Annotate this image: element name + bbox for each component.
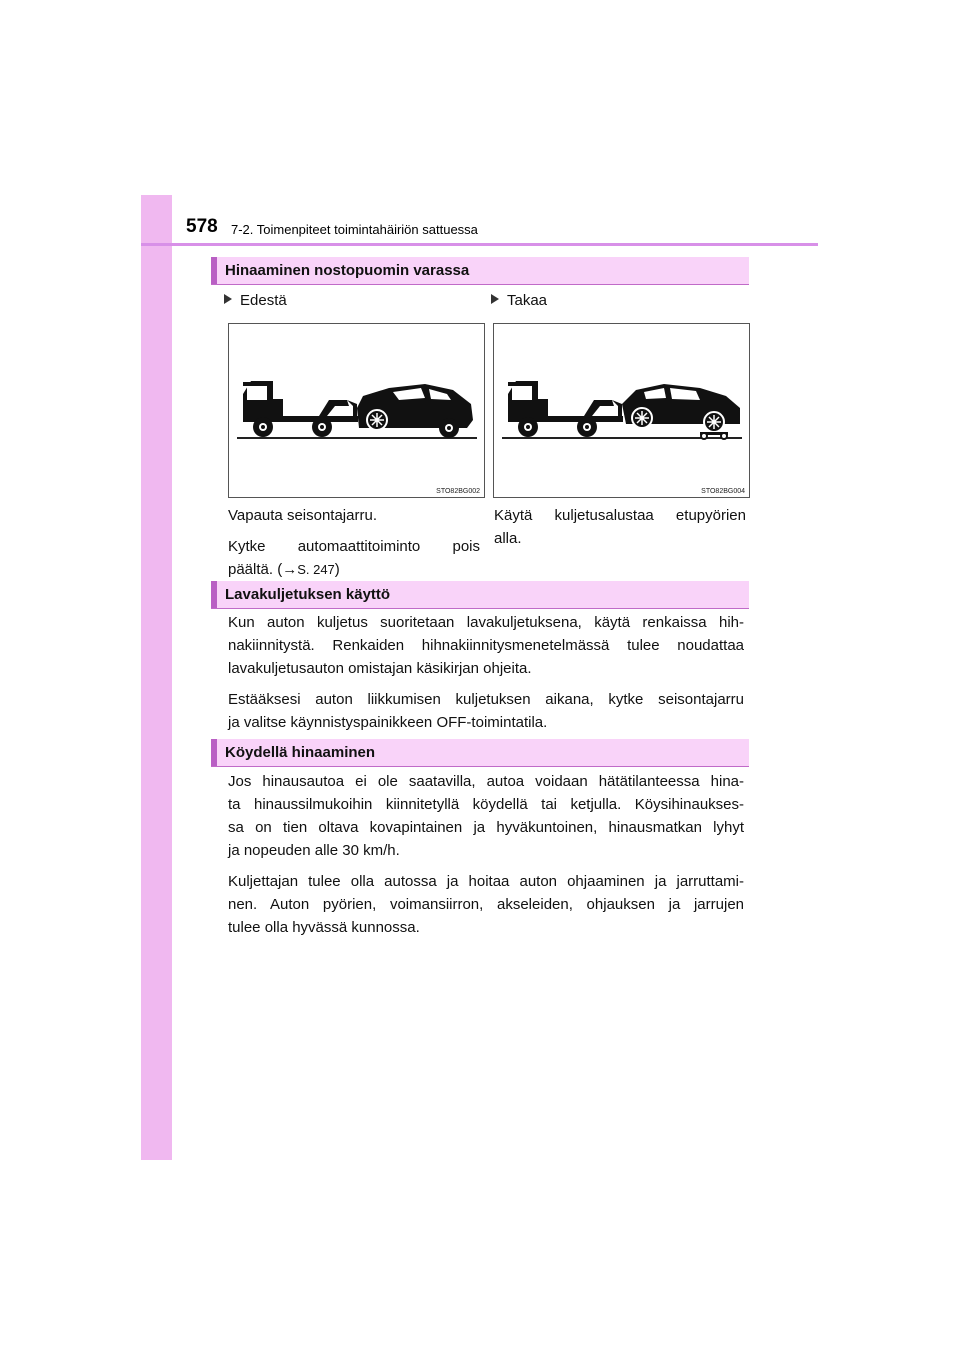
ref-arrow-icon: → <box>282 561 298 578</box>
subheading-rear <box>491 292 547 309</box>
section-accent <box>211 739 217 766</box>
side-color-strip <box>141 195 172 1160</box>
text-line: lavakuljetusauton omistajan käsikirjan ohjeita. <box>228 660 532 677</box>
text-line: Kuljettajan tulee olla autossa ja hoitaa auton ohjaaminen ja jarruttami- <box>228 873 744 890</box>
caption-rear-line1b: alla. <box>494 530 522 547</box>
triangle-bullet-icon <box>491 294 499 304</box>
section-heading-rope <box>211 739 749 767</box>
caption-rear-line1a: Käytä kuljetusalustaa etupyörien <box>494 507 746 524</box>
page-reference-link[interactable]: S. 247 <box>297 562 335 577</box>
section-title: Köydellä hinaaminen <box>225 744 376 761</box>
section-title: Hinaaminen nostopuomin varassa <box>225 262 470 279</box>
caption-front-line2b <box>228 558 480 581</box>
text-line: ta hinaussilmukoihin kiinnitetyllä köydellä tai ketjulla. Köysihinaukses- <box>228 796 744 813</box>
image-code: STO82BG002 <box>436 488 480 495</box>
text-line: nen. Auton pyörien, voimansiirron, akseleiden, ohjauksen ja jarrujen <box>228 896 744 913</box>
caption-front <box>228 504 480 581</box>
text-line: Jos hinausautoa ei ole saatavilla, autoa voidaan hätätilanteessa hina- <box>228 773 744 790</box>
subheading-front <box>224 292 287 309</box>
page-number: 578 <box>186 216 218 237</box>
caption-front-line2a: Kytke automaattitoiminto pois <box>228 538 480 555</box>
text-line: sa on tien oltava kovapintainen ja hyväkuntoinen, hinausmatkan lyhyt <box>228 819 744 836</box>
tow-truck-rear-illustration <box>494 324 749 497</box>
section-title: Lavakuljetuksen käyttö <box>225 586 391 603</box>
section-accent <box>211 257 217 284</box>
image-code: STO82BG004 <box>701 488 745 495</box>
paragraph-flatbed <box>228 611 744 734</box>
subheading-front-label: Edestä <box>240 292 287 309</box>
caption-front-line1: Vapauta seisontajarru. <box>228 507 377 524</box>
ref-suffix: ) <box>334 561 340 578</box>
text-line: nakiinnitystä. Renkaiden hihnakiinnitysmenetelmässä tulee noudattaa <box>228 637 744 654</box>
chapter-title: 7-2. Toimenpiteet toimintahäiriön sattuessa <box>231 222 478 237</box>
text-line: ja nopeuden alle 30 km/h. <box>228 842 400 859</box>
text-line: Kun auton kuljetus suoritetaan lavakuljetuksena, käytä renkaissa hih- <box>228 614 744 631</box>
paragraph-rope <box>228 770 744 939</box>
subheading-rear-label: Takaa <box>507 292 548 309</box>
section-accent <box>211 581 217 608</box>
text-line: Estääksesi auton liikkumisen kuljetuksen aikana, kytke seisontajarru <box>228 691 744 708</box>
triangle-bullet-icon <box>224 294 232 304</box>
ref-prefix: päältä. ( <box>228 561 283 578</box>
caption-rear <box>494 504 746 550</box>
tow-truck-front-illustration <box>229 324 484 497</box>
header-rule <box>141 243 818 246</box>
text-line: ja valitse käynnistyspainikkeen OFF-toimintatila. <box>228 714 548 731</box>
section-heading-wheel-lift <box>211 257 749 285</box>
section-heading-flatbed <box>211 581 749 609</box>
text-line: tulee olla hyvässä kunnossa. <box>228 919 420 936</box>
figure-tow-front <box>228 323 485 498</box>
figure-tow-rear <box>493 323 750 498</box>
